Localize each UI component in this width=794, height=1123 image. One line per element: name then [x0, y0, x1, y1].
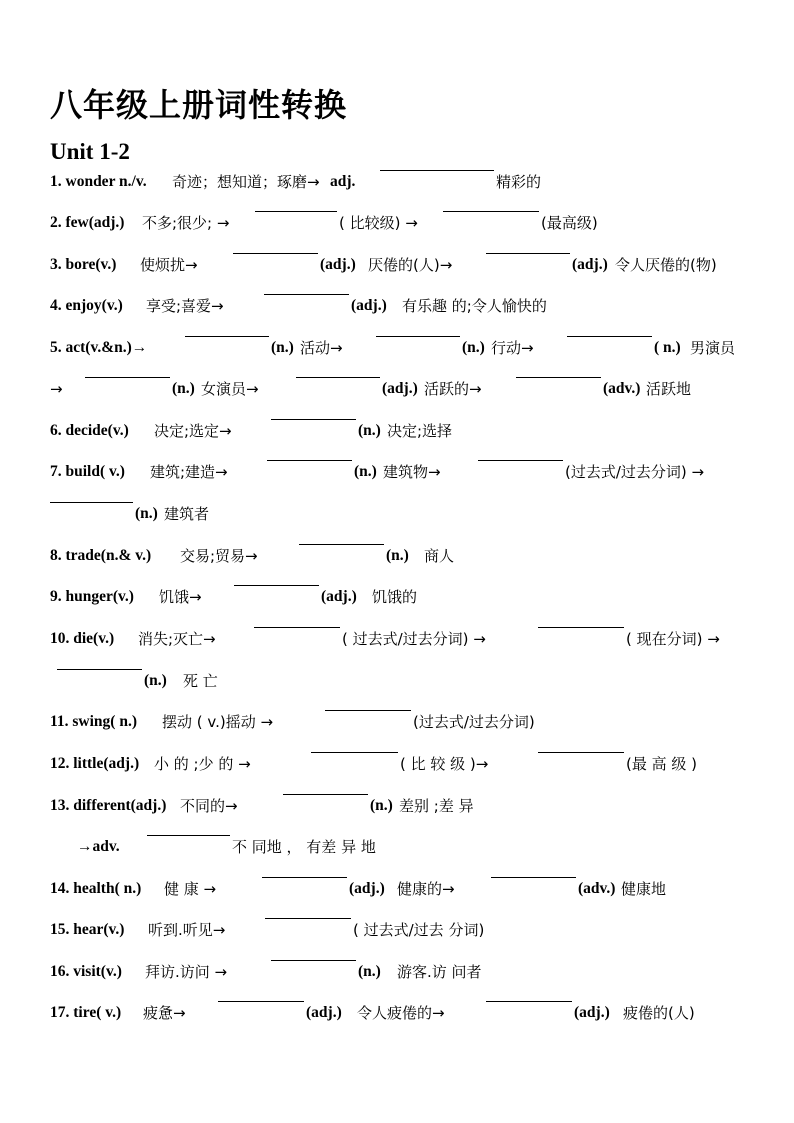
exercise-text: (过去式/过去分词) — [413, 713, 535, 731]
answer-blank[interactable] — [271, 960, 356, 961]
answer-blank[interactable] — [265, 918, 351, 919]
exercise-line — [0, 294, 794, 318]
exercise-text: (最高级) — [541, 214, 598, 232]
exercise-text: 令人厌倦的(物) — [615, 256, 717, 274]
answer-blank[interactable] — [443, 211, 539, 212]
exercise-text: 1. wonder n./v. — [50, 173, 147, 190]
exercise-text: (adj.) — [306, 1004, 342, 1021]
exercise-line — [0, 253, 794, 277]
exercise-text: 摆动 ( v.)摇动 → — [162, 713, 274, 731]
answer-blank[interactable] — [296, 377, 380, 378]
exercise-text: 不 同地 ， 有差 异 地 — [232, 838, 376, 856]
exercise-text: 精彩的 — [496, 173, 542, 191]
exercise-text: 健康地 — [621, 880, 667, 898]
answer-blank[interactable] — [538, 752, 624, 753]
exercise-text: (n.) — [135, 505, 158, 522]
exercise-line — [0, 794, 794, 818]
answer-blank[interactable] — [380, 170, 494, 171]
exercise-text: →adv. — [77, 838, 120, 855]
exercise-text: ( 过去式/过去分词) → — [342, 630, 486, 648]
exercise-text: 游客.访 问者 — [397, 963, 482, 981]
exercise-text: (n.) — [462, 339, 485, 356]
exercise-line — [0, 170, 794, 194]
exercise-line — [0, 460, 794, 484]
exercise-text: (n.) — [358, 422, 381, 439]
answer-blank[interactable] — [486, 253, 570, 254]
answer-blank[interactable] — [85, 377, 170, 378]
exercise-text: 小 的 ;少 的 → — [154, 755, 251, 773]
exercise-line — [0, 1001, 794, 1025]
exercise-text: 8. trade(n.& v.) — [50, 547, 152, 564]
exercise-text: 建筑物→ — [383, 463, 441, 481]
exercise-text: (adj.) — [574, 1004, 610, 1021]
exercise-text: (adj.) — [321, 588, 357, 605]
answer-blank[interactable] — [491, 877, 576, 878]
exercise-text: 13. different(adj.) — [50, 797, 167, 814]
exercise-text: 6. decide(v.) — [50, 422, 129, 439]
exercise-text: adj. — [330, 173, 356, 190]
exercise-text: 4. enjoy(v.) — [50, 297, 123, 314]
unit-heading: Unit 1-2 — [50, 139, 130, 164]
answer-blank[interactable] — [255, 211, 337, 212]
answer-blank[interactable] — [262, 877, 347, 878]
exercise-text: 疲倦的(人) — [623, 1004, 695, 1022]
exercise-line — [0, 502, 794, 526]
exercise-text: 听到.听见→ — [148, 921, 226, 939]
exercise-text: ( 比较级) → — [339, 214, 418, 232]
answer-blank[interactable] — [234, 585, 319, 586]
exercise-text: 决定;选择 — [387, 422, 453, 440]
exercise-text: (n.) — [358, 963, 381, 980]
exercise-text: ( 现在分词) → — [626, 630, 720, 648]
answer-blank[interactable] — [185, 336, 269, 337]
exercise-text: (n.) — [271, 339, 294, 356]
exercise-line — [0, 377, 794, 401]
exercise-text: 活跃的→ — [424, 380, 482, 398]
exercise-text: 16. visit(v.) — [50, 963, 122, 980]
exercise-text: 使烦扰→ — [140, 256, 198, 274]
exercise-text: (过去式/过去分词) → — [565, 463, 705, 481]
exercise-line — [0, 835, 794, 859]
exercise-text: 男演员 — [690, 339, 736, 357]
exercise-text: 交易;贸易→ — [180, 547, 258, 565]
exercise-text: 行动→ — [491, 339, 534, 357]
exercise-text: (n.) — [354, 463, 377, 480]
exercise-text: 2. few(adj.) — [50, 214, 125, 231]
exercise-text: 7. build( v.) — [50, 463, 125, 480]
answer-blank[interactable] — [376, 336, 460, 337]
answer-blank[interactable] — [147, 835, 230, 836]
exercise-text: (n.) — [172, 380, 195, 397]
exercise-text: 拜访.访问 → — [145, 963, 228, 981]
exercise-text: 享受;喜爱→ — [146, 297, 224, 315]
exercise-text: 17. tire( v.) — [50, 1004, 122, 1021]
exercise-text: ( 过去式/过去 分词) — [353, 921, 485, 939]
exercise-text: 12. little(adj.) — [50, 755, 140, 772]
answer-blank[interactable] — [233, 253, 318, 254]
exercise-text: 5. act(v.&n.)→ — [50, 339, 148, 356]
answer-blank[interactable] — [325, 710, 411, 711]
answer-blank[interactable] — [299, 544, 384, 545]
exercise-text: (adv.) — [603, 380, 641, 397]
exercise-text: 活动→ — [300, 339, 343, 357]
answer-blank[interactable] — [271, 419, 356, 420]
exercise-line — [0, 544, 794, 568]
exercise-line — [0, 877, 794, 901]
exercise-text: (最 高 级 ) — [626, 755, 698, 773]
exercise-text: (n.) — [370, 797, 393, 814]
exercise-line — [0, 960, 794, 984]
exercise-text: (adj.) — [572, 256, 608, 273]
exercise-text: (adv.) — [578, 880, 616, 897]
exercise-text: ( n.) — [654, 339, 681, 356]
answer-blank[interactable] — [478, 460, 563, 461]
exercise-text: (adj.) — [382, 380, 418, 397]
exercise-text: (n.) — [386, 547, 409, 564]
exercise-text: (adj.) — [320, 256, 356, 273]
exercise-line — [0, 585, 794, 609]
exercise-text: 健康的→ — [397, 880, 455, 898]
exercise-line — [0, 669, 794, 693]
exercise-text: 建筑;建造→ — [150, 463, 228, 481]
exercise-text: 疲惫→ — [143, 1004, 186, 1022]
exercise-text: (adj.) — [351, 297, 387, 314]
exercise-text: → — [50, 380, 63, 398]
exercise-text: ( 比 较 级 )→ — [400, 755, 489, 773]
exercise-text: 消失;灭亡→ — [138, 630, 216, 648]
exercise-text: 10. die(v.) — [50, 630, 115, 647]
answer-blank[interactable] — [50, 502, 133, 503]
exercise-line — [0, 627, 794, 651]
answer-blank[interactable] — [264, 294, 349, 295]
exercise-text: 11. swing( n.) — [50, 713, 137, 730]
exercise-text: 饥饿的 — [372, 588, 418, 606]
exercise-text: 不多;很少; → — [142, 214, 230, 232]
exercise-text: 15. hear(v.) — [50, 921, 125, 938]
exercise-text: 建筑者 — [164, 505, 210, 523]
page-title: 八年级上册词性转换 — [50, 86, 348, 124]
answer-blank[interactable] — [57, 669, 142, 670]
exercise-text: 差别 ;差 异 — [399, 797, 474, 815]
answer-blank[interactable] — [267, 460, 352, 461]
answer-blank[interactable] — [311, 752, 398, 753]
exercise-text: 厌倦的(人)→ — [368, 256, 453, 274]
exercise-text: 不同的→ — [180, 797, 238, 815]
exercise-text: 死 亡 — [183, 672, 218, 690]
answer-blank[interactable] — [538, 627, 624, 628]
exercise-text: (adj.) — [349, 880, 385, 897]
exercise-text: 3. bore(v.) — [50, 256, 117, 273]
exercise-text: 9. hunger(v.) — [50, 588, 134, 605]
exercise-text: 奇迹；想知道；琢磨→ — [172, 173, 320, 191]
exercise-text: 14. health( n.) — [50, 880, 142, 897]
answer-blank[interactable] — [567, 336, 652, 337]
exercise-text: 活跃地 — [646, 380, 692, 398]
exercise-text: 饥饿→ — [159, 588, 202, 606]
answer-blank[interactable] — [254, 627, 340, 628]
answer-blank[interactable] — [218, 1001, 304, 1002]
exercise-text: 商人 — [424, 547, 455, 565]
exercise-line — [0, 336, 794, 360]
exercise-text: 决定;选定→ — [154, 422, 232, 440]
answer-blank[interactable] — [486, 1001, 572, 1002]
answer-blank[interactable] — [283, 794, 368, 795]
exercise-text: 女演员→ — [201, 380, 259, 398]
exercise-line — [0, 710, 794, 734]
exercise-line — [0, 211, 794, 235]
exercise-text: 有乐趣 的;令人愉快的 — [402, 297, 547, 315]
exercise-text: 令人疲倦的→ — [357, 1004, 445, 1022]
exercise-text: (n.) — [144, 672, 167, 689]
exercise-line — [0, 752, 794, 776]
answer-blank[interactable] — [516, 377, 601, 378]
exercise-line — [0, 419, 794, 443]
exercise-line — [0, 918, 794, 942]
exercise-text: 健 康 → — [164, 880, 217, 898]
